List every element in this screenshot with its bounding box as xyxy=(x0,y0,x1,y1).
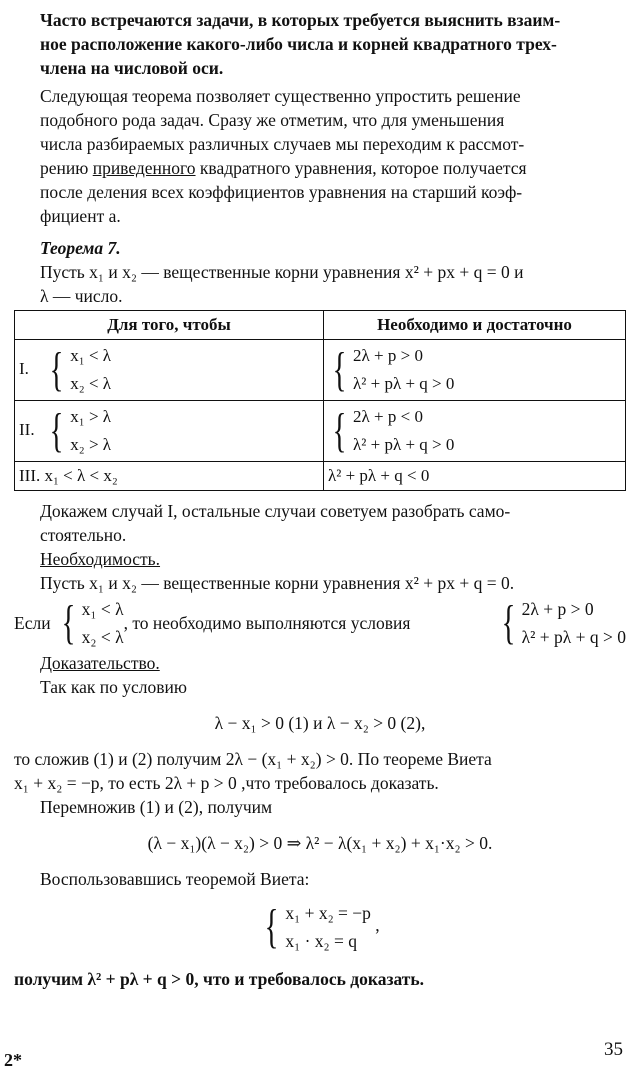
equation-2: (λ − x₁)(λ − x₂) > 0 ⇒ λ² − λ(x₁ + x₂) + x₁·x₂ > 0. xyxy=(147,833,493,853)
equation-1: λ − x₁ > 0 (1) и λ − x₂ > 0 (2), xyxy=(214,713,426,733)
table-cell-condition xyxy=(15,462,324,491)
table-cell-result xyxy=(324,340,626,401)
table-header-condition: Для того, чтобы xyxy=(15,311,324,340)
row-label: II. xyxy=(19,419,35,439)
system-line: 2λ + p < 0 xyxy=(353,407,423,426)
condition-inline: x₁ < λ < x₂ xyxy=(44,466,118,485)
intro-line-2: ное расположение какого-либо числа и корней квадратного трех- xyxy=(40,34,557,54)
brace-icon: { xyxy=(332,404,347,457)
underlined-term: приведенного xyxy=(92,158,196,178)
system-line: λ² + pλ + q > 0 xyxy=(521,627,626,647)
table-row xyxy=(15,401,626,462)
if-word: Если xyxy=(14,613,51,633)
since-text: Так как по условию xyxy=(40,677,187,697)
system-line: x₁ > λ xyxy=(70,407,112,426)
vieta-text: Воспользовавшись теоремой Виета: xyxy=(40,869,310,889)
system-line: x₁ + x₂ = −p xyxy=(285,903,371,923)
theorem-context-paragraph xyxy=(14,84,626,228)
multiply-text: Перемножив (1) и (2), получим xyxy=(40,797,273,817)
table-cell-condition xyxy=(15,340,324,401)
system-line: x₁ < λ xyxy=(81,599,124,619)
table-header-result: Необходимо и достаточно xyxy=(324,311,626,340)
system-line: 2λ + p > 0 xyxy=(521,599,594,619)
proof-line-2: стоятельно. xyxy=(40,525,127,545)
vieta-system-block xyxy=(14,899,626,955)
system-line: x₂ < λ xyxy=(81,627,124,647)
system-line: λ² + pλ + q > 0 xyxy=(353,374,455,393)
system-line: 2λ + p > 0 xyxy=(353,346,423,365)
table-row xyxy=(15,462,626,491)
para2-line-3: числа разбираемых различных случаев мы переходим к рассмот- xyxy=(40,134,525,154)
proof-line-1: Докажем случай I, остальные случаи советуем разобрать само- xyxy=(40,501,511,521)
proof-line-3: Пусть x₁ и x₂ — вещественные корни уравнения x² + px + q = 0. xyxy=(40,573,515,593)
final-conclusion: получим λ² + pλ + q > 0, что и требовалось доказать. xyxy=(14,969,424,989)
row-label: I. xyxy=(19,358,29,378)
necessity-label: Необходимость. xyxy=(40,549,161,569)
theorem-stmt-1: Пусть x₁ и x₂ — вещественные корни уравнения x² + px + q = 0 и xyxy=(40,262,524,282)
para2-line-5: после деления всех коэффициентов уравнения на старший коэф- xyxy=(40,182,523,202)
if-system xyxy=(57,595,124,651)
if-middle-text: , то необходимо выполняются условия xyxy=(123,613,411,633)
result-system xyxy=(328,403,454,459)
para2-line-4-pre: рению xyxy=(40,158,89,178)
if-then-statement xyxy=(14,595,626,651)
brace-icon: { xyxy=(49,343,64,396)
table-row xyxy=(15,340,626,401)
table-cell-result xyxy=(324,401,626,462)
para2-line-2: подобного рода задач. Сразу же отметим, что для уменьшения xyxy=(40,110,505,130)
intro-line-1: Часто встречаются задачи, в которых требуется выяснить взаим- xyxy=(40,10,561,30)
vieta-comma: , xyxy=(375,915,380,936)
row-label: III. xyxy=(19,466,41,485)
para2-line-1: Следующая теорема позволяет существенно упростить решение xyxy=(40,86,521,106)
proof-intro xyxy=(14,499,626,547)
proof-line-5: x₁ + x₂ = −p, то есть 2λ + p > 0 ,что требовалось доказать. xyxy=(14,773,439,793)
brace-icon: { xyxy=(49,404,64,457)
condition-system xyxy=(45,342,111,398)
proof-line-4: то сложив (1) и (2) получим 2λ − (x₁ + x₂) > 0. По теореме Виета xyxy=(14,749,492,769)
system-line: x₁ · x₂ = q xyxy=(285,931,358,951)
brace-icon: { xyxy=(264,900,279,953)
theorem-title: Теорема 7. xyxy=(40,238,121,258)
vieta-system xyxy=(260,899,371,955)
sum-paragraph xyxy=(14,747,626,795)
para2-line-4-post: квадратного уравнения, которое получается xyxy=(199,158,527,178)
intro-paragraph xyxy=(14,8,626,80)
intro-line-3: члена на числовой оси. xyxy=(40,58,224,78)
system-line: x₂ < λ xyxy=(70,374,112,393)
necessity-heading xyxy=(14,547,626,571)
table-header-row xyxy=(15,311,626,340)
table-cell-condition xyxy=(15,401,324,462)
brace-icon: { xyxy=(501,596,516,649)
proof-heading xyxy=(14,651,626,675)
result-system xyxy=(328,342,454,398)
then-system xyxy=(497,595,626,651)
condition-system xyxy=(45,403,111,459)
theorem-stmt-2: λ — число. xyxy=(40,286,123,306)
signature-mark: 2* xyxy=(4,1050,22,1070)
conditions-table xyxy=(14,310,626,491)
system-line: x₁ < λ xyxy=(70,346,112,365)
system-line: x₂ > λ xyxy=(70,435,112,454)
table-cell-result: λ² + pλ + q < 0 xyxy=(324,462,626,491)
para2-line-4 xyxy=(14,156,626,180)
page-content xyxy=(14,8,626,991)
brace-icon: { xyxy=(61,596,75,649)
system-line: λ² + pλ + q > 0 xyxy=(353,435,455,454)
brace-icon: { xyxy=(332,343,347,396)
theorem-statement xyxy=(14,260,626,308)
para2-line-6: фициент a. xyxy=(40,206,121,226)
page-number: 35 xyxy=(604,1039,623,1060)
proof-label: Доказательство. xyxy=(40,653,160,673)
